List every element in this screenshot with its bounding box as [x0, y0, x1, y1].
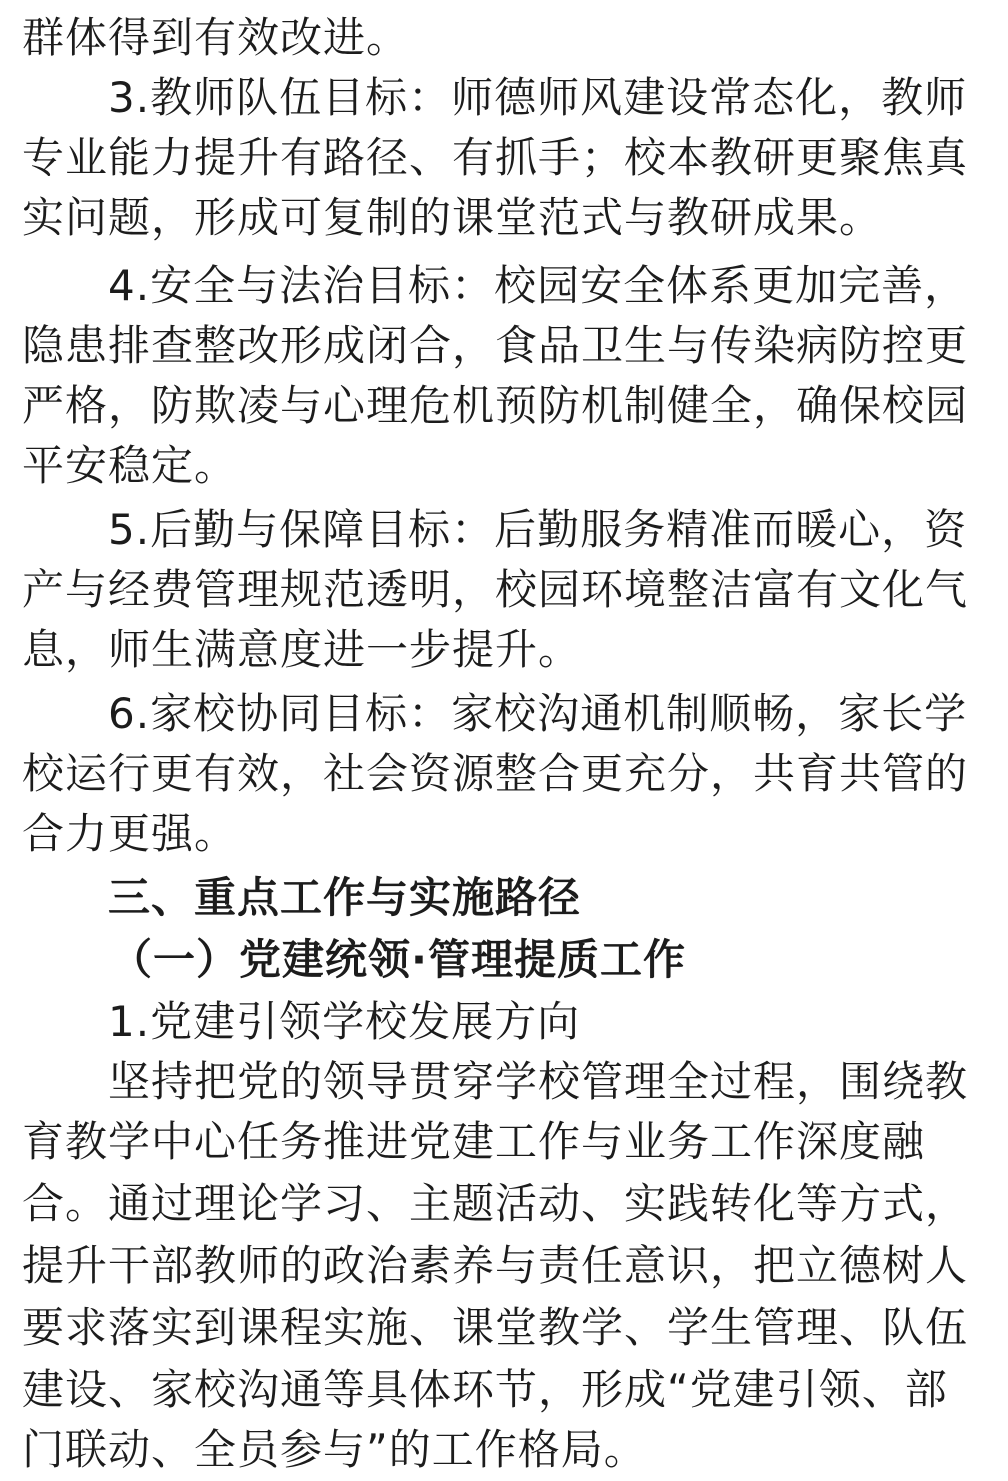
- text-line: 产与经费管理规范透明，校园环境整洁富有文化气: [22, 565, 969, 614]
- text-line: 育教学中心任务推进党建工作与业务工作深度融: [22, 1117, 926, 1166]
- text-line: 平安稳定。: [22, 441, 238, 490]
- subsection-heading: （一）党建统领·管理提质工作: [110, 935, 686, 984]
- paragraph-start-logistics-goal: 5.后勤与保障目标：后勤服务精准而暖心，资: [108, 505, 968, 554]
- text-line: 校运行更有效，社会资源整合更充分，共育共管的: [22, 749, 969, 798]
- text-line: 专业能力提升有路径、有抓手；校本教研更聚焦真: [22, 133, 969, 182]
- item-heading: 1.党建引领学校发展方向: [108, 997, 581, 1046]
- text-line: 群体得到有效改进。: [22, 13, 410, 62]
- paragraph-start-party-building: 坚持把党的领导贯穿学校管理全过程，围绕教: [108, 1057, 969, 1106]
- text-line: 实问题，形成可复制的课堂范式与教研成果。: [22, 193, 883, 242]
- text-line: 严格，防欺凌与心理危机预防机制健全，确保校园: [22, 381, 969, 430]
- paragraph-start-safety-goal: 4.安全与法治目标：校园安全体系更加完善，: [108, 261, 968, 310]
- text-line: 合。通过理论学习、主题活动、实践转化等方式，: [22, 1179, 969, 1228]
- text-line: 要求落实到课程实施、课堂教学、学生管理、队伍: [22, 1303, 969, 1352]
- text-line: 门联动、全员参与”的工作格局。: [22, 1425, 647, 1474]
- section-heading: 三、重点工作与实施路径: [108, 873, 582, 922]
- text-line: 提升干部教师的政治素养与责任意识，把立德树人: [22, 1241, 969, 1290]
- text-line: 合力更强。: [22, 809, 238, 858]
- text-line: 建设、家校沟通等具体环节，形成“党建引领、部: [22, 1365, 948, 1414]
- paragraph-start-teacher-goal: 3.教师队伍目标：师德师风建设常态化，教师: [108, 73, 968, 122]
- text-line: 息，师生满意度进一步提升。: [22, 625, 582, 674]
- paragraph-start-home-school-goal: 6.家校协同目标：家校沟通机制顺畅，家长学: [108, 689, 968, 738]
- text-line: 隐患排查整改形成闭合，食品卫生与传染病防控更: [22, 321, 969, 370]
